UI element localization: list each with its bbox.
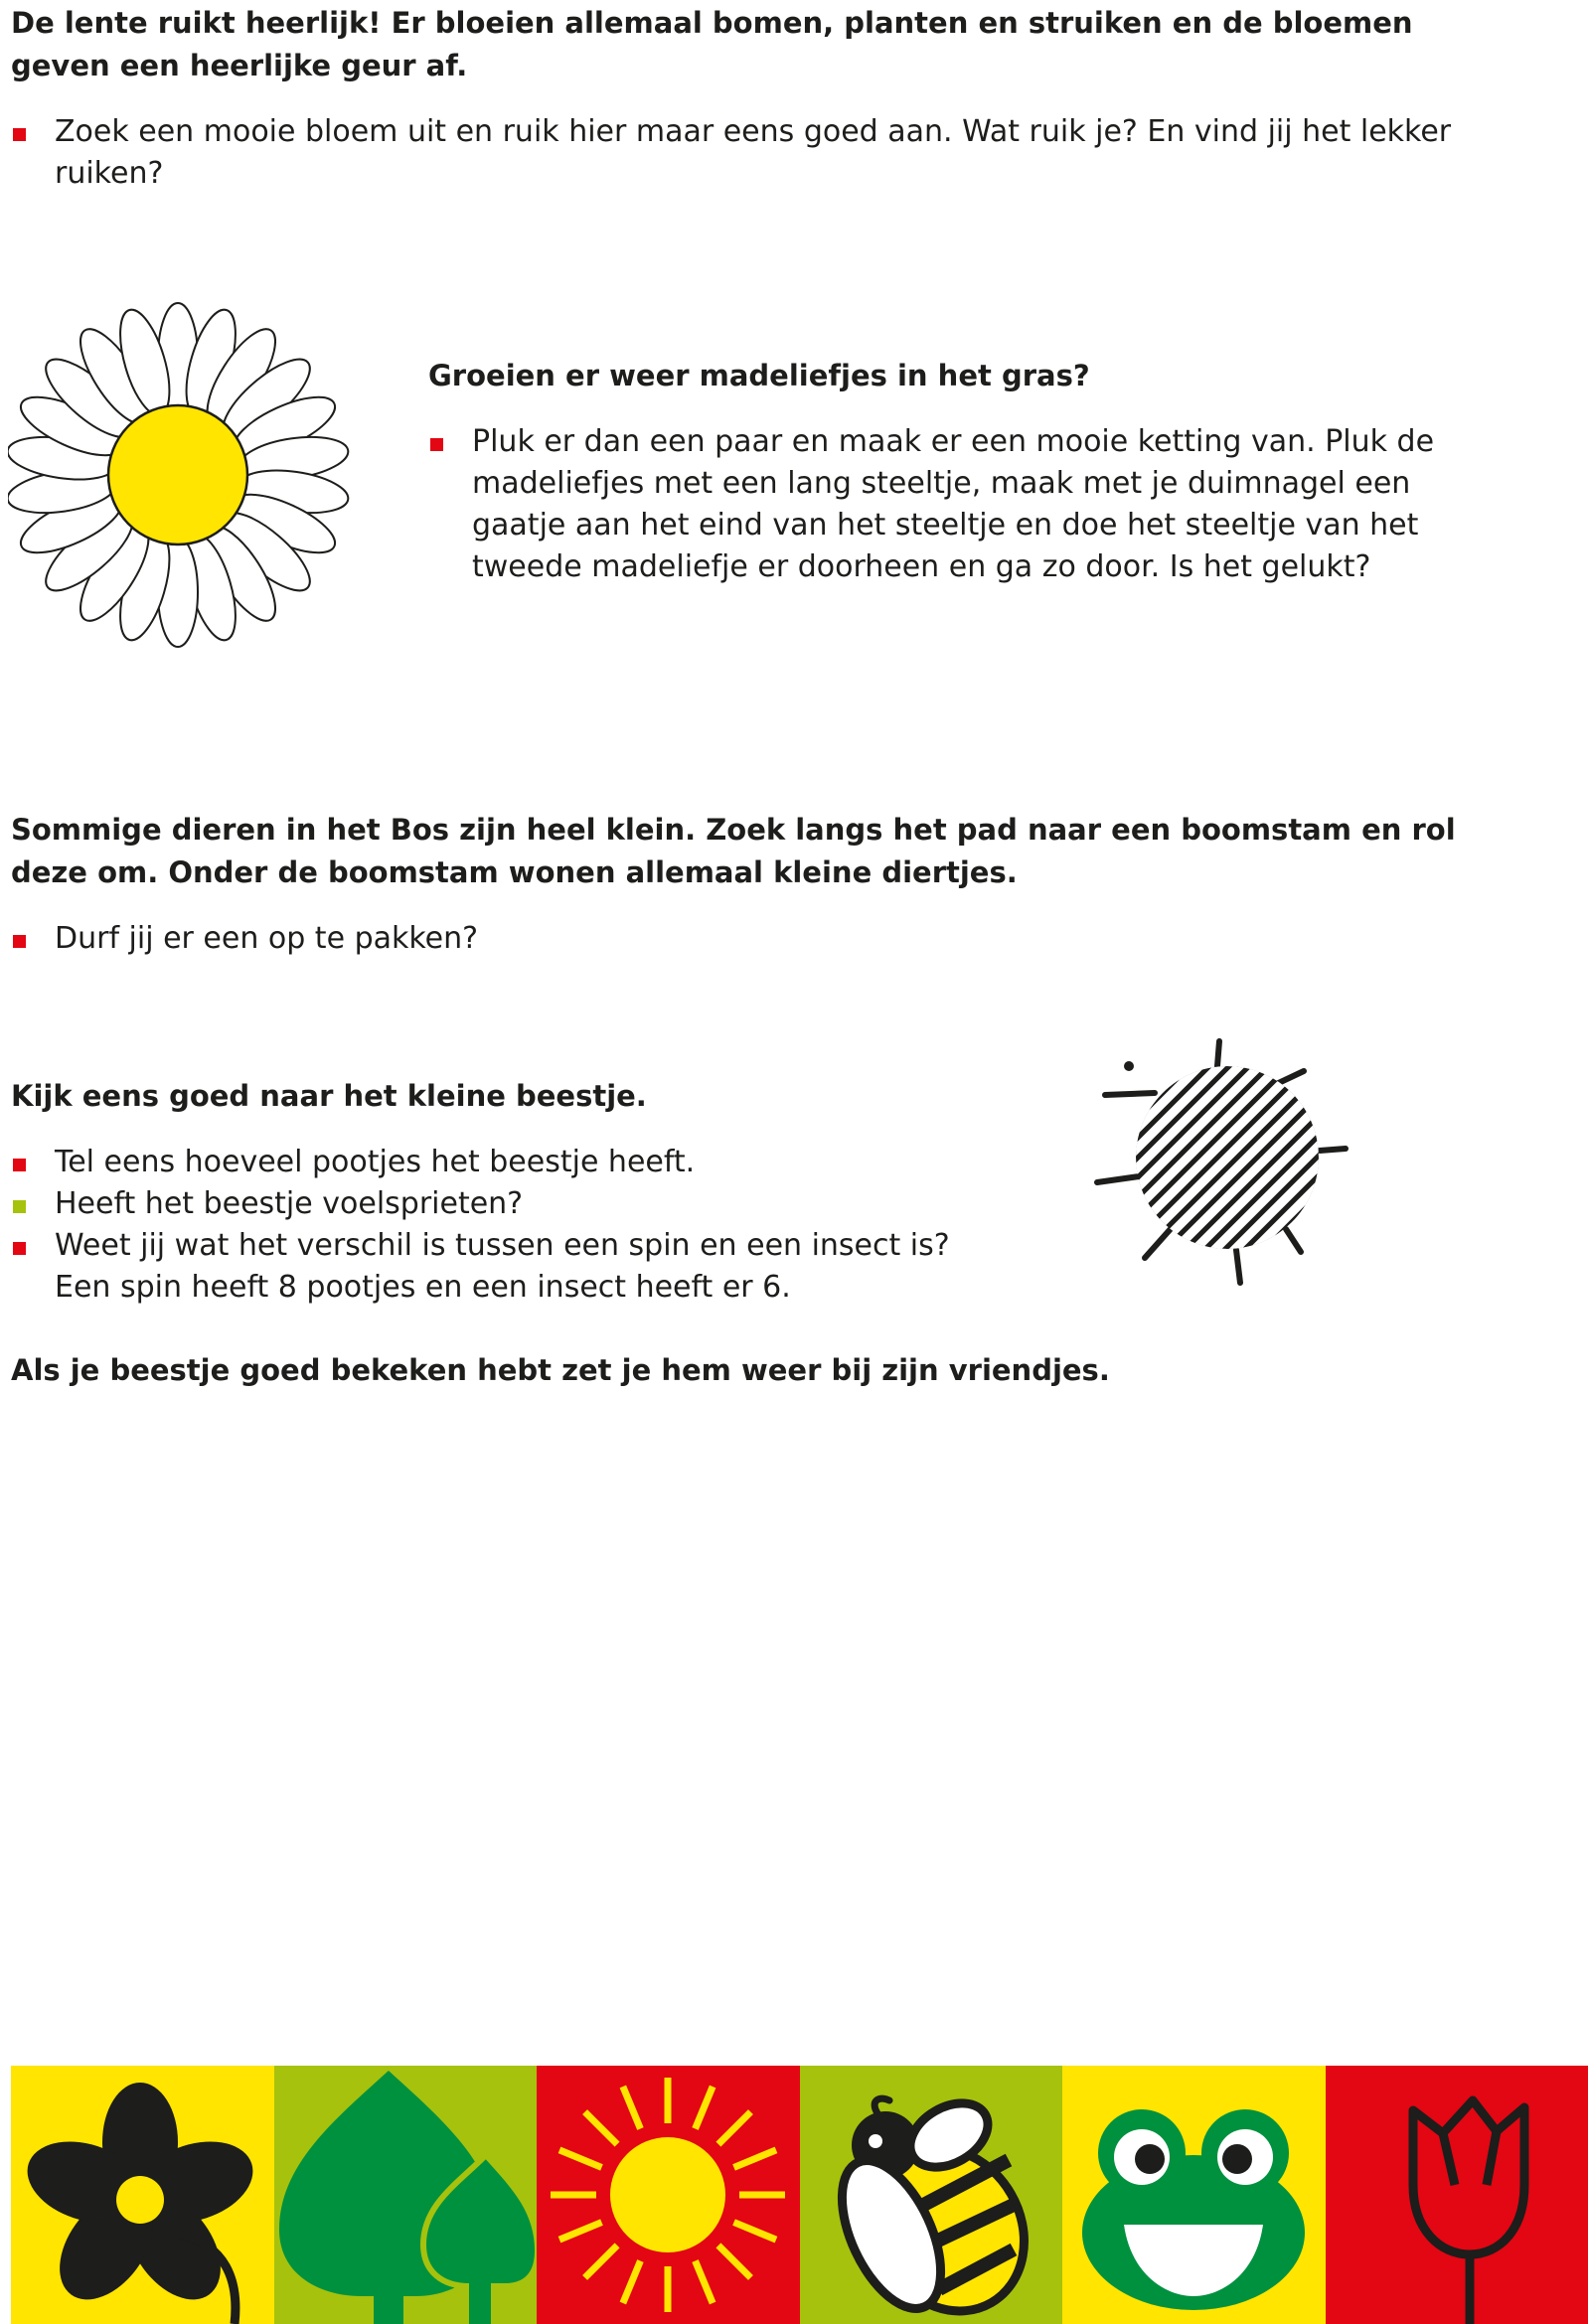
list-item-text: Tel eens hoeveel pootjes het beestje heeft. [55,1145,696,1179]
list-item-text: Zoek een mooie bloem uit en ruik hier maar eens goed aan. Wat ruik je? En vind jij het lekker ruiken? [55,114,1452,191]
section-heading-look-closely: Kijk eens goed naar het kleine beestje. [11,1079,647,1113]
sun-icon [537,2066,800,2324]
tulip-icon [1326,2066,1588,2324]
banner-tile-bee [800,2066,1063,2324]
bullet-list-observe [11,1142,1005,1309]
bee-icon [800,2066,1063,2324]
intro-paragraph-small-animals: Sommige dieren in het Bos zijn heel klein. Zoek langs het pad naar een boomstam en rol deze om. Onder de boomstam wonen allemaal kleine diertjes. [11,813,1456,889]
banner-tile-flower [11,2066,274,2324]
list-item-text: Weet jij wat het verschil is tussen een spin en een insect is? [55,1228,950,1263]
bullet-list-daisy-chain [428,421,1442,588]
list-item [11,1183,1005,1225]
bullet-marker [13,128,26,141]
bullet-marker [13,1159,26,1171]
bullet-list-pick-up [11,918,1203,960]
bullet-marker [13,935,26,948]
banner-tile-trees [274,2066,538,2324]
list-item [11,1142,1005,1183]
list-item [428,421,1442,588]
bullet-marker [430,438,443,451]
list-item-text: Pluk er dan een paar en maak er een mooie ketting van. Pluk de madeliefjes met een lang steeltje, maak met je duimnagel een gaatje aan het eind van het steeltje en doe het steeltje van het tweede madeliefje er doorheen en ga zo door. Is het gelukt? [472,424,1435,584]
intro-paragraph-spring: De lente ruikt heerlijk! Er bloeien allemaal bomen, planten en struiken en de bloemen geven een heerlijke geur af. [11,6,1413,82]
banner-tile-tulip [1326,2066,1588,2324]
bullet-marker [13,1200,26,1213]
list-item [11,1225,1005,1309]
list-item-text-continued: Een spin heeft 8 pootjes en een insect heeft er 6. [55,1270,791,1305]
list-item-text: Durf jij er een op te pakken? [55,921,479,956]
list-item [11,111,1502,195]
list-item [11,918,1203,960]
bullet-marker [13,1242,26,1255]
flower-icon [11,2066,274,2324]
frog-icon [1062,2066,1326,2324]
section-heading-daisies: Groeien er weer madeliefjes in het gras? [428,359,1090,392]
icon-banner [11,2066,1588,2324]
daisy-icon [8,301,350,651]
bullet-list-smell [11,111,1502,195]
list-item-text: Heeft het beestje voelsprieten? [55,1186,524,1221]
tree-icon [274,2066,538,2324]
closing-sentence: Als je beestje goed bekeken hebt zet je hem weer bij zijn vriendjes. [11,1353,1110,1387]
banner-tile-sun [537,2066,800,2324]
beetle-icon [1089,1033,1353,1292]
banner-tile-frog [1062,2066,1326,2324]
